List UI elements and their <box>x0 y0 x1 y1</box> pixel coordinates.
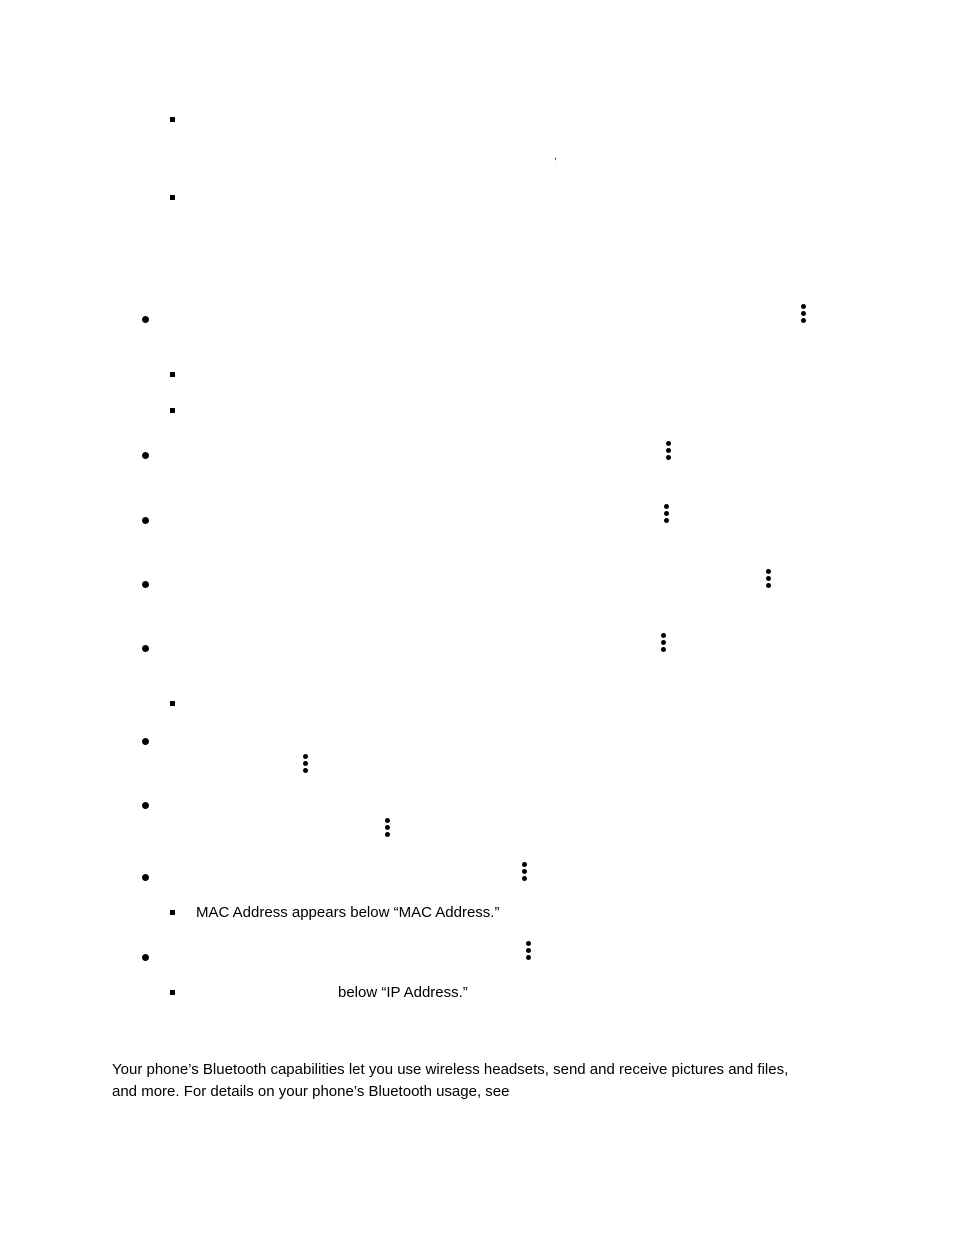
square-bullet-icon <box>170 990 175 995</box>
ip-address-text: below “IP Address.” <box>338 984 468 1001</box>
more-vertical-icon <box>385 818 391 840</box>
bluetooth-intro-line-1: Your phone’s Bluetooth capabilities let you use wireless headsets, send and receive pictures and files, <box>112 1061 789 1078</box>
round-bullet-icon <box>142 738 149 745</box>
square-bullet-icon <box>170 372 175 377</box>
bluetooth-intro-line-2: and more. For details on your phone’s Bluetooth usage, see <box>112 1083 510 1100</box>
more-vertical-icon <box>303 754 309 776</box>
round-bullet-icon <box>142 517 149 524</box>
more-vertical-icon <box>766 569 772 591</box>
round-bullet-icon <box>142 874 149 881</box>
more-vertical-icon <box>666 441 672 463</box>
more-vertical-icon <box>661 633 667 655</box>
round-bullet-icon <box>142 645 149 652</box>
square-bullet-icon <box>170 195 175 200</box>
round-bullet-icon <box>142 581 149 588</box>
square-bullet-icon <box>170 408 175 413</box>
square-bullet-icon <box>170 910 175 915</box>
more-vertical-icon <box>664 504 670 526</box>
square-bullet-icon <box>170 701 175 706</box>
round-bullet-icon <box>142 452 149 459</box>
more-vertical-icon <box>801 304 807 326</box>
more-vertical-icon <box>522 862 528 884</box>
more-vertical-icon <box>526 941 532 963</box>
round-bullet-icon <box>142 954 149 961</box>
square-bullet-icon <box>170 117 175 122</box>
mac-address-text: MAC Address appears below “MAC Address.” <box>196 904 500 921</box>
round-bullet-icon <box>142 802 149 809</box>
comma-mark: , <box>554 151 557 162</box>
round-bullet-icon <box>142 316 149 323</box>
